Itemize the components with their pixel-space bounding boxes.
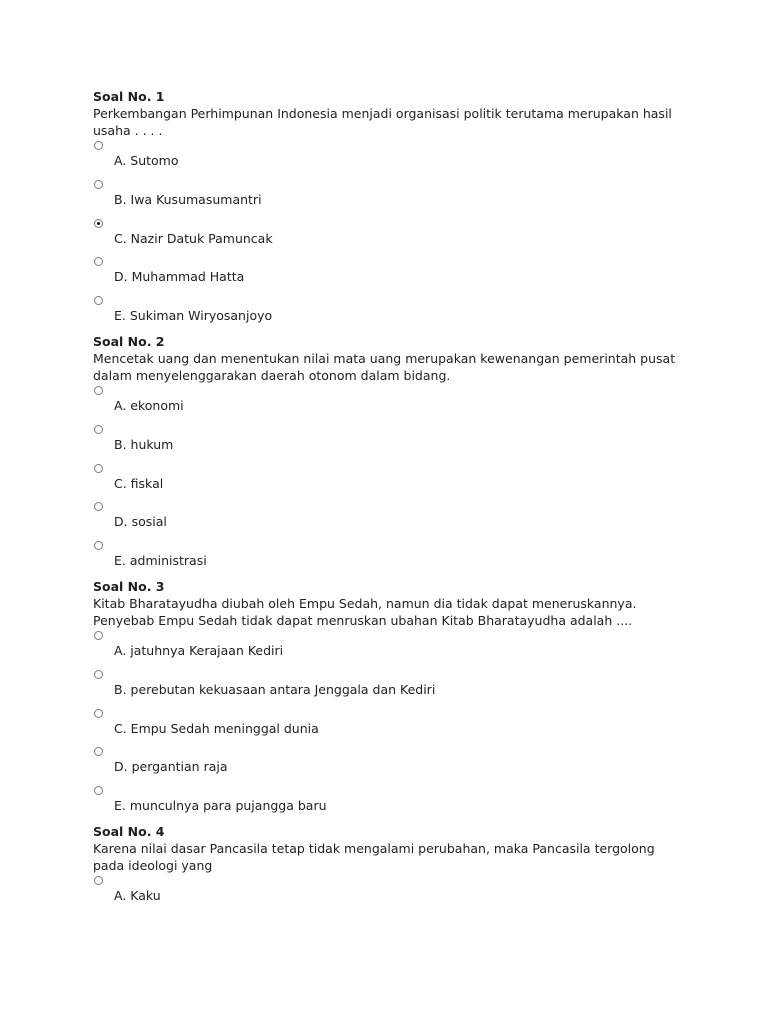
radio-button[interactable]: [94, 670, 103, 679]
question-2: [93, 333, 683, 578]
option-label[interactable]: B. hukum: [114, 436, 174, 452]
question-1: [93, 88, 683, 333]
option-c[interactable]: [93, 462, 683, 501]
radio-button[interactable]: [94, 180, 103, 189]
option-label[interactable]: B. perebutan kekuasaan antara Jenggala dan Kediri: [114, 681, 436, 697]
option-e[interactable]: [93, 539, 683, 578]
option-label[interactable]: C. Empu Sedah meninggal dunia: [114, 720, 319, 736]
radio-button[interactable]: [94, 386, 103, 395]
radio-button[interactable]: [94, 876, 103, 885]
option-a[interactable]: [93, 384, 683, 423]
option-label[interactable]: E. Sukiman Wiryosanjoyo: [114, 308, 273, 324]
radio-button[interactable]: [94, 502, 103, 511]
option-label[interactable]: A. Sutomo: [114, 153, 179, 168]
radio-button[interactable]: [94, 296, 103, 305]
option-label[interactable]: A. Kaku: [114, 887, 161, 903]
radio-button[interactable]: [94, 257, 103, 266]
option-d[interactable]: [93, 745, 683, 784]
option-b[interactable]: [93, 178, 683, 217]
option-label[interactable]: D. Muhammad Hatta: [114, 269, 245, 285]
option-label[interactable]: A. ekonomi: [114, 397, 184, 413]
option-a[interactable]: [93, 139, 683, 178]
option-label[interactable]: C. Nazir Datuk Pamuncak: [114, 230, 273, 246]
option-a[interactable]: [93, 874, 683, 913]
option-label[interactable]: B. Iwa Kusumasumantri: [114, 191, 262, 207]
question-text: Perkembangan Perhimpunan Indonesia menjadi organisasi politik terutama merupakan hasil usaha . . . .: [93, 106, 672, 138]
option-e[interactable]: [93, 784, 683, 823]
radio-button-selected[interactable]: [94, 219, 103, 228]
option-e[interactable]: [93, 294, 683, 333]
option-b[interactable]: [93, 423, 683, 462]
option-label[interactable]: E. munculnya para pujangga baru: [114, 798, 327, 814]
radio-button[interactable]: [94, 747, 103, 756]
question-3: [93, 578, 683, 823]
radio-button[interactable]: [94, 464, 103, 473]
option-a[interactable]: [93, 629, 683, 668]
radio-button[interactable]: [94, 709, 103, 718]
question-title: Soal No. 4: [93, 823, 165, 839]
radio-button[interactable]: [94, 541, 103, 550]
quiz-page: [93, 88, 683, 913]
question-text: Kitab Bharatayudha diubah oleh Empu Sedah, namun dia tidak dapat meneruskannya. Penyebab Empu Sedah tidak dapat menruskan ubahan Kitab Bharatayudha adalah ....: [93, 595, 637, 628]
option-c[interactable]: [93, 217, 683, 256]
radio-button[interactable]: [94, 786, 103, 795]
option-label[interactable]: A. jatuhnya Kerajaan Kediri: [114, 642, 284, 658]
question-title: Soal No. 1: [93, 89, 165, 104]
option-b[interactable]: [93, 668, 683, 707]
option-label[interactable]: E. administrasi: [114, 553, 207, 569]
option-label[interactable]: D. sosial: [114, 514, 167, 530]
option-c[interactable]: [93, 707, 683, 746]
radio-button[interactable]: [94, 141, 103, 150]
option-d[interactable]: [93, 500, 683, 539]
option-label[interactable]: C. fiskal: [114, 475, 164, 491]
question-title: Soal No. 3: [93, 578, 165, 594]
question-title: Soal No. 2: [93, 333, 165, 349]
question-text: Karena nilai dasar Pancasila tetap tidak mengalami perubahan, maka Pancasila tergolong pada ideologi yang: [93, 840, 655, 873]
question-4: [93, 823, 683, 913]
option-label[interactable]: D. pergantian raja: [114, 759, 228, 775]
radio-button[interactable]: [94, 425, 103, 434]
option-d[interactable]: [93, 255, 683, 294]
radio-button[interactable]: [94, 631, 103, 640]
question-text: Mencetak uang dan menentukan nilai mata uang merupakan kewenangan pemerintah pusat dalam menyelenggarakan daerah otonom dalam bidang.: [93, 350, 676, 383]
